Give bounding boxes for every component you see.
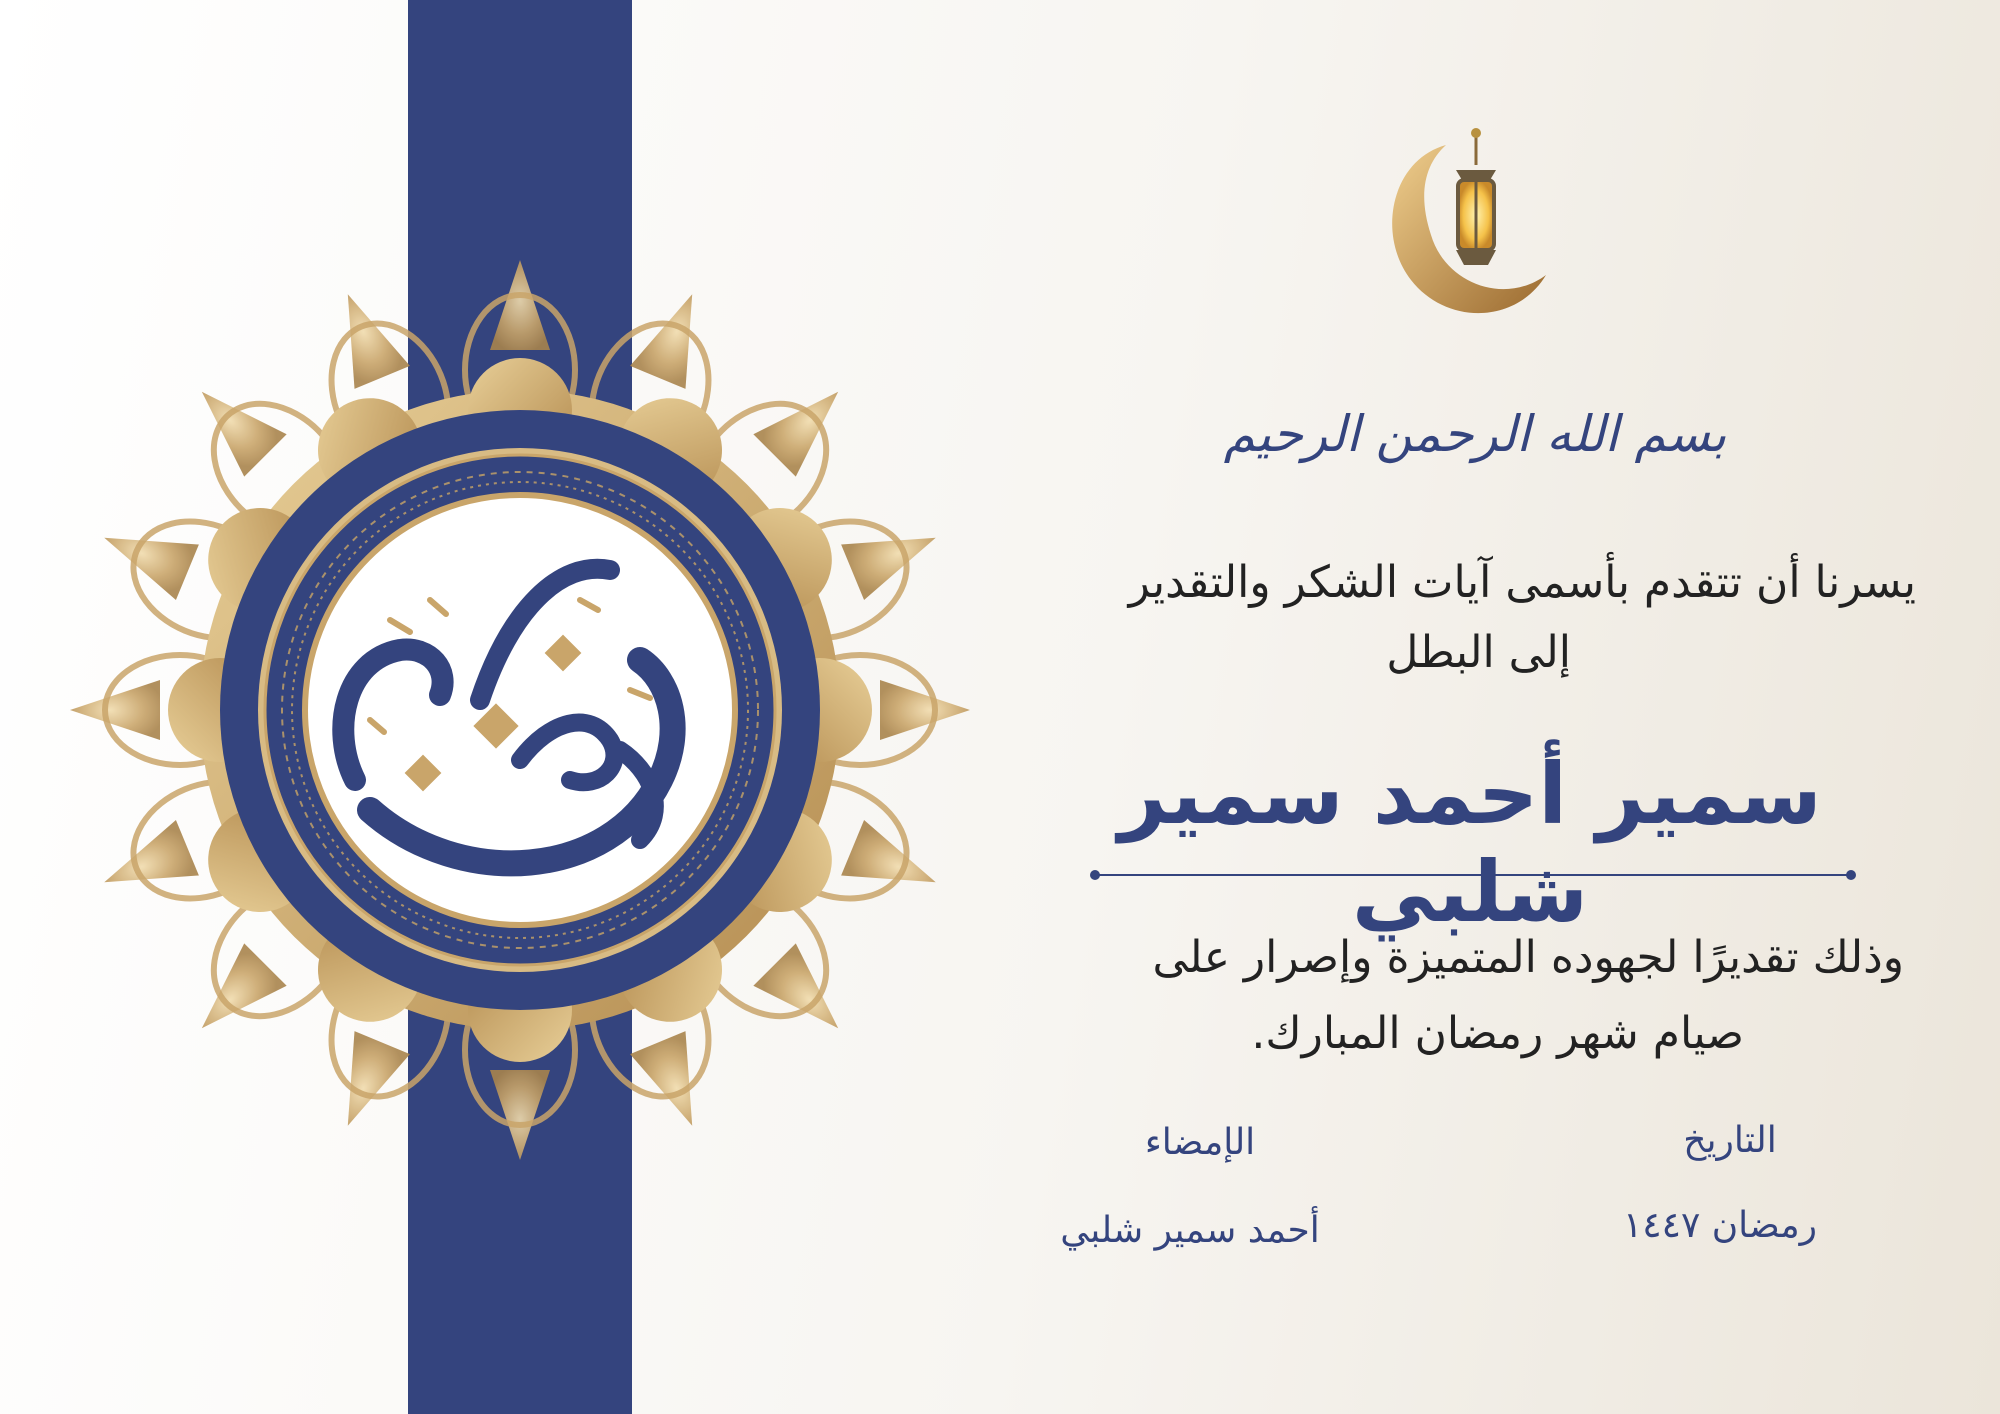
date-value: رمضان ١٤٤٧ <box>1622 1205 1818 1246</box>
ramadan-medallion <box>60 250 980 1170</box>
name-divider <box>1090 870 1856 880</box>
intro-line-1: يسرنا أن تتقدم بأسمى آيات الشكر والتقدير <box>1128 557 1916 608</box>
basmala-calligraphy: بسم الله الرحمن الرحيم <box>1223 405 1727 463</box>
reason-line-2: صيام شهر رمضان المبارك. <box>1251 1008 1744 1059</box>
reason-text <box>1004 920 1904 1072</box>
intro-line-2: إلى البطل <box>1386 627 1571 678</box>
crescent-lantern-icon <box>1376 125 1566 330</box>
intro-text <box>1036 548 1916 688</box>
signature-value: أحمد سمير شلبي <box>1060 1210 1320 1251</box>
date-label: التاريخ <box>1683 1120 1777 1161</box>
signature-label: الإمضاء <box>1144 1122 1256 1163</box>
recipient-name: سمير أحمد سمير شلبي <box>1118 745 1822 941</box>
reason-line-1: وذلك تقديرًا لجهوده المتميزة وإصرار على <box>1152 932 1904 983</box>
